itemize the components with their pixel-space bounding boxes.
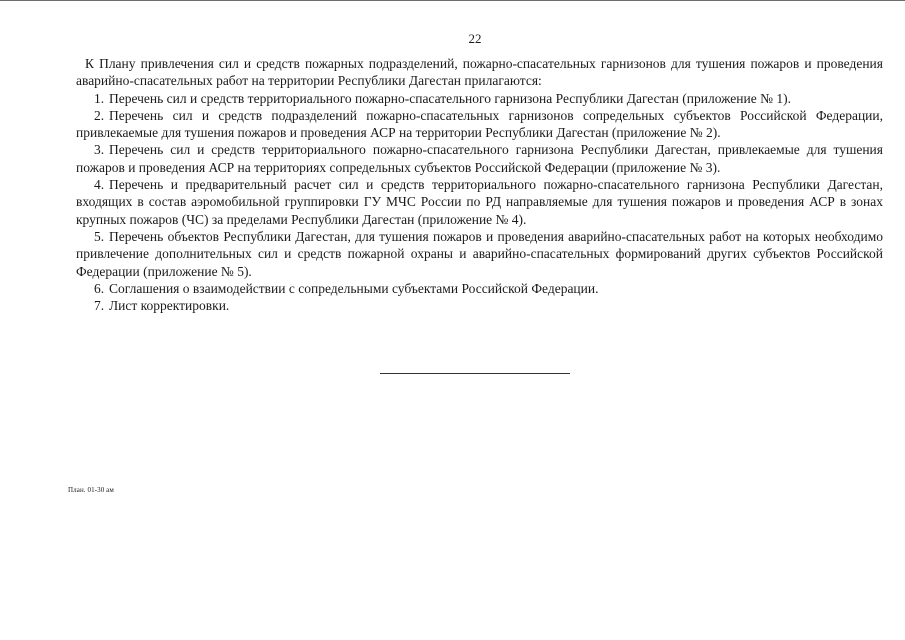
list-item-3	[76, 141, 883, 176]
list-item-number: 3.	[94, 142, 105, 158]
list-item-text: Перечень сил и средств подразделений пожарно-спасательных гарнизонов сопредельных субъектов Российской Федерации, привлекаемые для тушения пожаров и проведения АСР на территории Республики Дагестан (приложение № 2).	[76, 107, 883, 141]
list-item-text: Перечень и предварительный расчет сил и средств территориального пожарно-спасательного гарнизона Республики Дагестан, входящих в состав аэромобильной группировки ГУ МЧС России по РД направляемые для тушения пожаров и проведения АСР в зонах крупных пожаров (ЧС) за пределами Республики Дагестан (приложение № 4).	[76, 177, 883, 227]
list-item-number: 6.	[94, 280, 105, 296]
list-item-number: 7.	[94, 298, 105, 314]
list-item-7	[76, 297, 883, 314]
list-item-text: Перечень сил и средств территориального пожарно-спасательного гарнизона Республики Дагестан (приложение № 1).	[109, 90, 791, 106]
list-item-number: 1.	[94, 90, 105, 106]
list-item-1	[76, 90, 883, 107]
list-item-text: Перечень объектов Республики Дагестан, для тушения пожаров и проведения аварийно-спасательных работ на которых необходимо привлечение дополнительных сил и средств пожарной охраны и аварийно-спасательных формирований других субъектов Российской Федерации (приложение № 5).	[76, 228, 883, 279]
list-item-4	[76, 176, 883, 228]
list-item-number: 2.	[94, 107, 105, 123]
page-top-edge	[0, 0, 905, 1]
list-item-5	[76, 228, 883, 280]
list-item-text: Соглашения о взаимодействии с сопредельными субъектами Российской Федерации.	[109, 280, 599, 296]
list-item-number: 4.	[94, 177, 105, 193]
list-item-2	[76, 107, 883, 142]
end-separator-line	[380, 373, 570, 374]
list-item-number: 5.	[94, 228, 105, 244]
footer-file-note: План. 01-30 ам	[68, 486, 114, 494]
list-item-6	[76, 280, 883, 297]
list-item-text: Лист корректировки.	[109, 298, 230, 314]
page-number: 22	[468, 31, 482, 46]
document-body	[76, 55, 883, 314]
list-item-text: Перечень сил и средств территориального пожарно-спасательного гарнизона Республики Дагестан, привлекаемые для тушения пожаров и проведения АСР на территориях сопредельных субъектов Российской Федерации (приложение № 3).	[76, 142, 883, 175]
intro-paragraph: К Плану привлечения сил и средств пожарных подразделений, пожарно-спасательных гарнизонов для тушения пожаров и проведения аварийно-спасательных работ на территории Республики Дагестан прилагаются:	[76, 56, 883, 89]
